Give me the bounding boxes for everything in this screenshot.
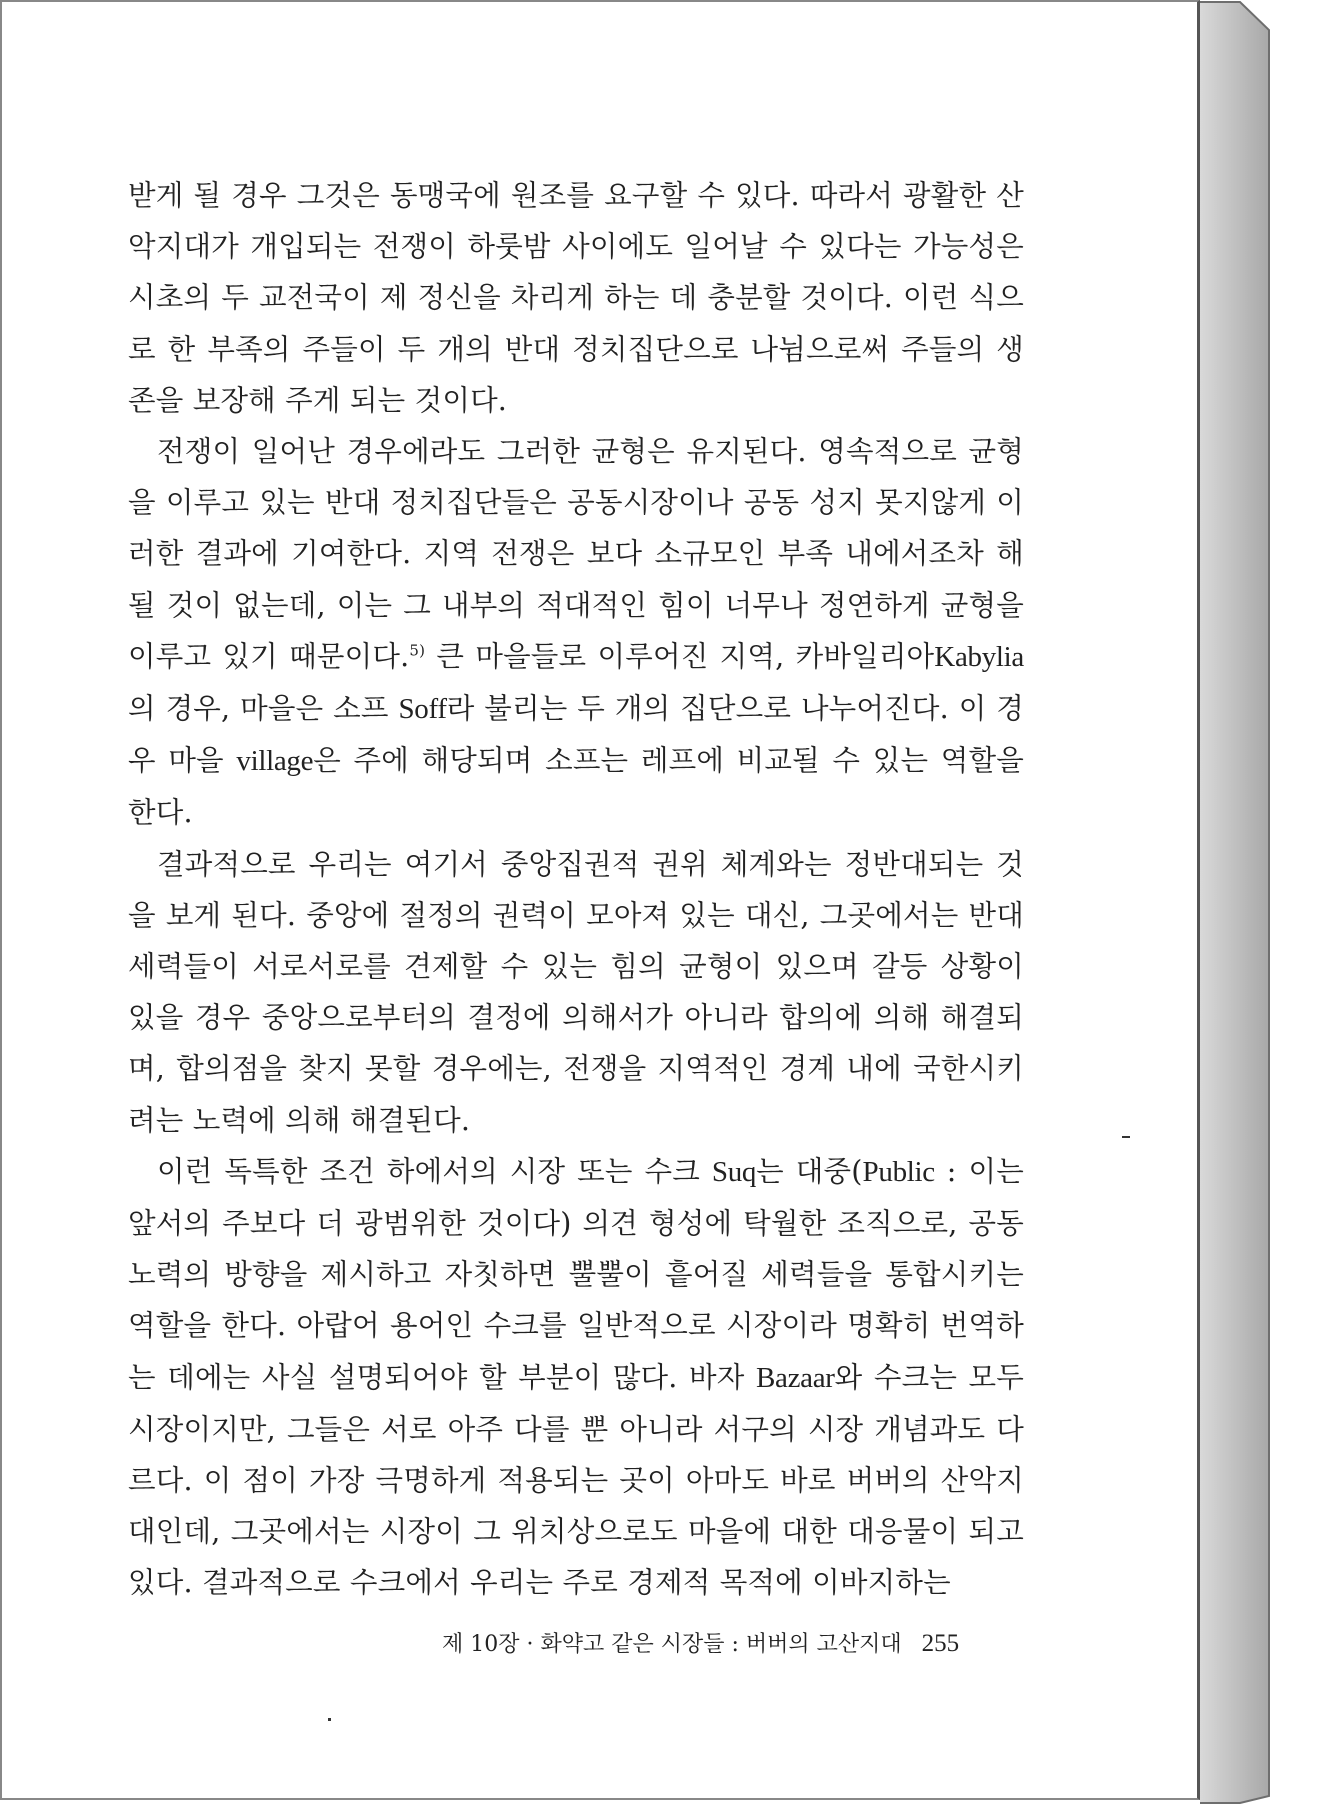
paragraph <box>128 839 1024 1146</box>
page-number: 255 <box>921 1630 960 1657</box>
paragraph-text: 큰 마을들로 이루어진 지역, 카바일리아 <box>425 639 935 673</box>
paragraph-text: 받게 될 경우 그것은 동맹국에 원조를 요구할 수 있다. 따라서 광활한 산악지대가 개입되는 전쟁이 하룻밤 사이에도 일어날 수 있다는 가능성은 시초의 두 교전국이 제 정신을 차리게 하는 데 충분할 것이다. 이런 식으로 한 부족의 주들이 두 개의 반대 정치집단으로 나뉨으로써 주들의 생존을 보장해 주게 되는 것이다. <box>128 179 1024 417</box>
paragraph-text: 는 대중( <box>756 1154 863 1188</box>
book-side-outline <box>1200 2 1269 1803</box>
scan-speck <box>1122 1136 1130 1138</box>
paragraph-text: 라 불리는 두 개의 집단으로 나누어진다. 이 경우 마을 <box>128 692 1024 778</box>
paragraph-text: 전쟁이 일어난 경우에라도 그러한 균형은 유지된다. 영속적으로 균형을 이루고 있는 반대 정치집단들은 공동시장이나 공동 성지 못지않게 이러한 결과에 기여한다. 지역 전쟁은 보다 소규모인 부족 내에서조차 해될 것이 없는데, 이는 그 내부의 적대적인 힘이 너무나 정연하게 균형을 이루고 있기 때문이다. <box>128 435 1024 673</box>
latin-term: Soff <box>398 693 447 726</box>
paragraph-text: 이런 독특한 조건 하에서의 시장 또는 수크 <box>157 1154 712 1188</box>
paragraph-text: : 이는 앞서의 주보다 더 광범위한 것이다) 의견 형성에 탁월한 조직으로, 공동 노력의 방향을 제시하고 자칫하면 뿔뿔이 흩어질 세력들을 통합시키는 역할을 한다. 아랍어 용어인 수크를 일반적으로 시장이라 명확히 번역하는 데에는 사실 설명되어야 할 부분이 많다. 바자 <box>128 1154 1024 1394</box>
latin-term: Public <box>862 1155 935 1188</box>
latin-term: Kabylia <box>934 640 1024 673</box>
body-text <box>128 170 1024 1609</box>
scan-speck <box>328 1718 331 1721</box>
paragraph-text: 결과적으로 우리는 여기서 중앙집권적 권위 체계와는 정반대되는 것을 보게 된다. 중앙에 절정의 권력이 모아져 있는 대신, 그곳에서는 반대 세력들이 서로서로를 견제할 수 있는 힘의 균형이 있으며 갈등 상황이 있을 경우 중앙으로부터의 결정에 의해서가 아니라 합의에 의해 해결되며, 합의점을 찾지 못할 경우에는, 전쟁을 지역적인 경계 내에 국한시키려는 노력에 의해 해결된다. <box>128 847 1024 1137</box>
latin-term: Bazaar <box>755 1361 835 1394</box>
paragraph <box>128 426 1024 839</box>
paragraph-text: 은 주에 해당되며 소프는 레프에 비교될 수 있는 역할을 한다. <box>128 744 1024 830</box>
paragraph-text: 와 수크는 모두 시장이지만, 그들은 서로 아주 다를 뿐 아니라 서구의 시장 개념과도 다르다. 이 점이 가장 극명하게 적용되는 곳이 아마도 바로 버버의 산악지대인데, 그곳에서는 시장이 그 위치상으로도 마을에 대한 대응물이 되고 있다. 결과적으로 수크에서 우리는 주로 경제적 목적에 이바지하는 <box>128 1360 1024 1600</box>
paragraph <box>128 1146 1024 1609</box>
footnote-reference: 5) <box>409 641 426 660</box>
chapter-title: 제 10장 · 화약고 같은 시장들 : 버버의 고산지대 <box>442 1632 902 1657</box>
paragraph-text: 의 경우, 마을은 소프 <box>128 692 399 726</box>
latin-term: Suq <box>711 1155 757 1188</box>
paragraph <box>128 170 1024 426</box>
latin-term: village <box>236 745 314 778</box>
running-footer <box>442 1627 1002 1658</box>
book-side-face <box>1200 2 1269 1803</box>
